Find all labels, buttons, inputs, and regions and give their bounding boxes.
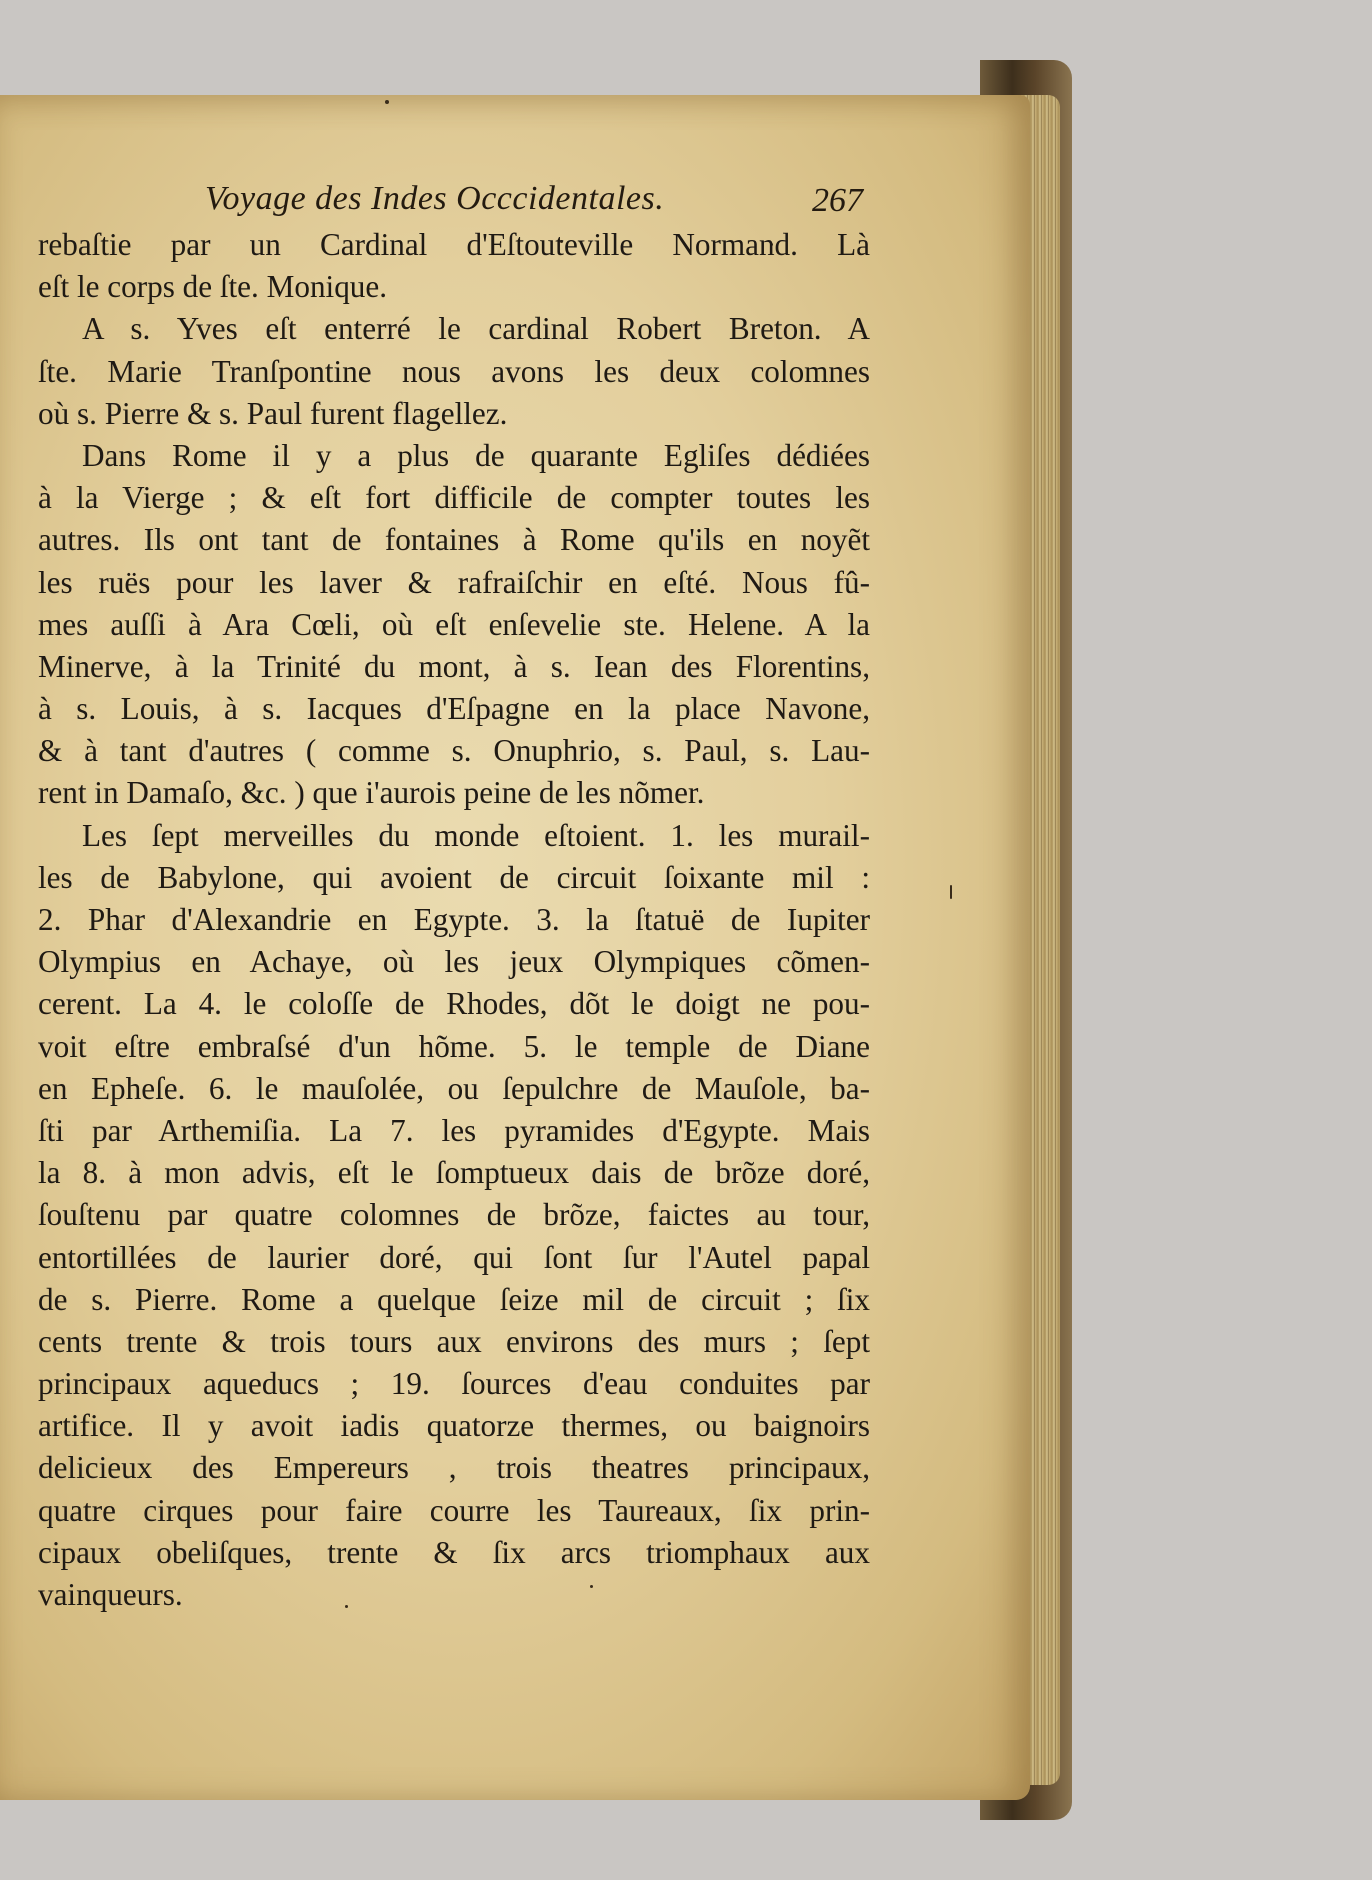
text-line: ſouſtenu par quatre colomnes de brõze, faictes au tour, bbox=[38, 1197, 870, 1233]
text-line: cents trente & trois tours aux environs des murs ; ſept bbox=[38, 1323, 870, 1359]
text-line: cerent. La 4. le coloſſe de Rhodes, dõt le doigt ne pou- bbox=[38, 986, 870, 1022]
text-line: ſti par Arthemiſia. La 7. les pyramides d'Egypte. Mais bbox=[38, 1112, 870, 1148]
text-line: artifice. Il y avoit iadis quatorze thermes, ou baignoirs bbox=[38, 1408, 870, 1444]
text-line: 2. Phar d'Alexandrie en Egypte. 3. la ſtatuë de Iupiter bbox=[38, 902, 870, 937]
text-line: A s. Yves eſt enterré le cardinal Robert Breton. A bbox=[82, 311, 870, 347]
text-line: Dans Rome il y a plus de quarante Egliſes dédiées bbox=[82, 437, 870, 473]
text-line: où s. Pierre & s. Paul furent flagellez. bbox=[38, 395, 508, 431]
text-line: en Epheſe. 6. le mauſolée, ou ſepulchre de Mauſole, ba- bbox=[38, 1070, 870, 1106]
text-line: rent in Damaſo, &c. ) que i'aurois peine de les nõmer. bbox=[38, 775, 705, 811]
text-line: entortillées de laurier doré, qui ſont ſur l'Autel papal bbox=[38, 1239, 870, 1275]
text-line: quatre cirques pour faire courre les Taureaux, ſix prin- bbox=[38, 1492, 870, 1528]
text-line: la 8. à mon advis, eſt le ſomptueux dais de brõze doré, bbox=[38, 1155, 870, 1191]
text-line: delicieux des Empereurs , trois theatres principaux, bbox=[38, 1450, 870, 1486]
text-line: Les ſept merveilles du monde eſtoient. 1. les murail- bbox=[82, 817, 870, 853]
text-line: principaux aqueducs ; 19. ſources d'eau conduites par bbox=[38, 1366, 870, 1402]
text-line: cipaux obeliſques, trente & ſix arcs triomphaux aux bbox=[38, 1534, 870, 1570]
text-line: Olympius en Achaye, où les jeux Olympiques cõmen- bbox=[38, 944, 870, 980]
text-line: eſt le corps de ſte. Monique. bbox=[38, 269, 388, 305]
text-line: à s. Louis, à s. Iacques d'Eſpagne en la place Navone, bbox=[38, 691, 870, 727]
text-line: & à tant d'autres ( comme s. Onuphrio, s. Paul, s. Lau- bbox=[38, 733, 870, 769]
text-line: ſte. Marie Tranſpontine nous avons les deux colomnes bbox=[38, 353, 870, 389]
text-line: mes auſſi à Ara Cœli, où eſt enſevelie ste. Helene. A la bbox=[38, 606, 870, 642]
text-line: les de Babylone, qui avoient de circuit ſoixante mil : bbox=[38, 859, 870, 895]
text-line: voit eſtre embraſsé d'un hõme. 5. le temple de Diane bbox=[38, 1028, 870, 1064]
text-line: de s. Pierre. Rome a quelque ſeize mil de circuit ; ſix bbox=[38, 1281, 870, 1317]
text-line: les ruës pour les laver & rafraiſchir en eſté. Nous fû- bbox=[38, 564, 870, 600]
running-head: Voyage des Indes Occcidentales. bbox=[205, 180, 665, 217]
text-line: rebaſtie par un Cardinal d'Eſtouteville Normand. Là bbox=[38, 227, 870, 262]
page-number: 267 bbox=[812, 182, 863, 219]
text-line: à la Vierge ; & eſt fort difficile de compter toutes les bbox=[38, 480, 870, 516]
text-line: vainqueurs. bbox=[38, 1577, 183, 1612]
body-text bbox=[38, 224, 870, 1616]
text-line: autres. Ils ont tant de fontaines à Rome qu'ils en noyẽt bbox=[38, 522, 870, 558]
text-line: Minerve, à la Trinité du mont, à s. Iean des Florentins, bbox=[38, 648, 870, 684]
